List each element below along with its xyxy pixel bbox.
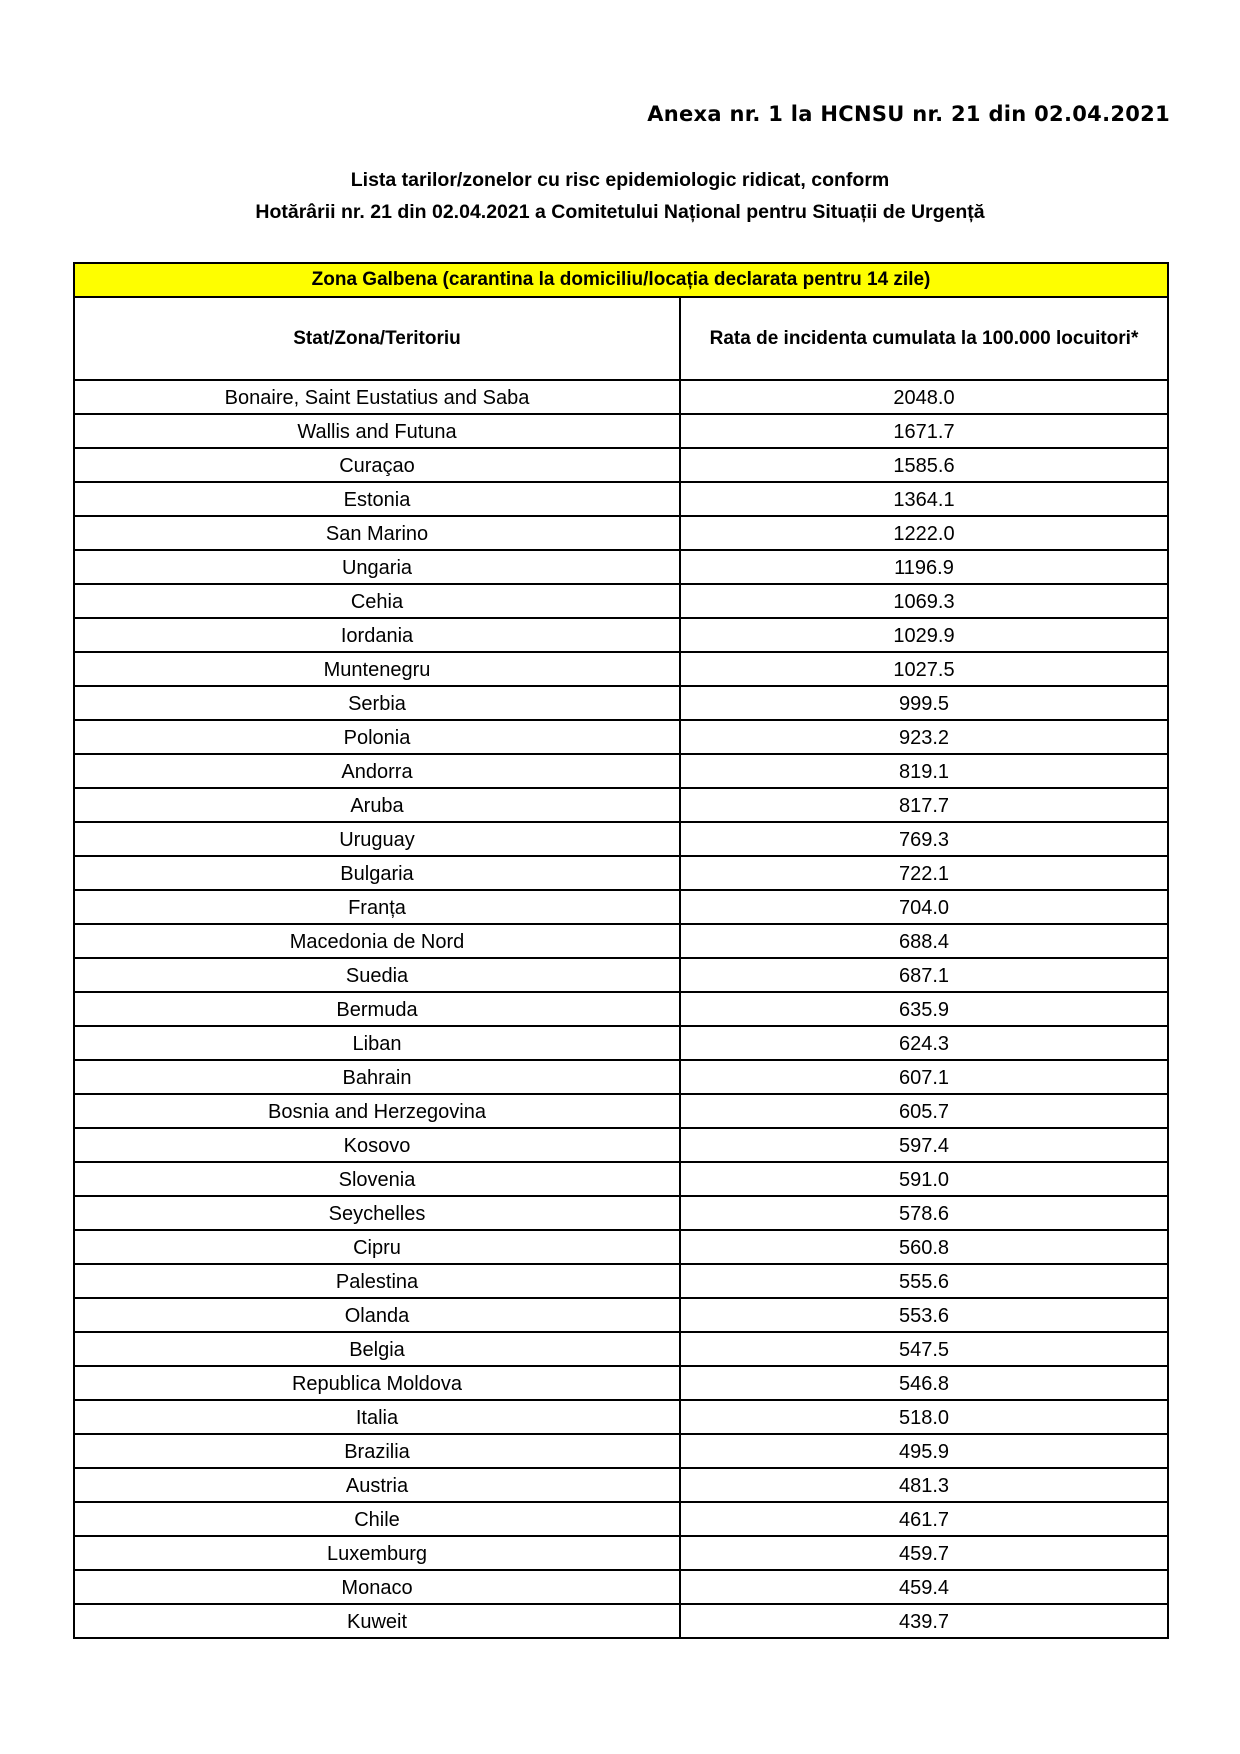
rate-cell: 687.1 bbox=[680, 958, 1168, 992]
table-row bbox=[74, 686, 1168, 720]
country-cell: Belgia bbox=[74, 1332, 680, 1366]
country-cell: Iordania bbox=[74, 618, 680, 652]
table-row bbox=[74, 1128, 1168, 1162]
table-row bbox=[74, 720, 1168, 754]
table-row bbox=[74, 788, 1168, 822]
column-header-row bbox=[74, 297, 1168, 380]
table-row bbox=[74, 1026, 1168, 1060]
rate-cell: 591.0 bbox=[680, 1162, 1168, 1196]
country-cell: Palestina bbox=[74, 1264, 680, 1298]
country-cell: Polonia bbox=[74, 720, 680, 754]
country-cell: Slovenia bbox=[74, 1162, 680, 1196]
rate-cell: 555.6 bbox=[680, 1264, 1168, 1298]
country-cell: Chile bbox=[74, 1502, 680, 1536]
rate-cell: 597.4 bbox=[680, 1128, 1168, 1162]
rate-cell: 819.1 bbox=[680, 754, 1168, 788]
rate-cell: 624.3 bbox=[680, 1026, 1168, 1060]
table-row bbox=[74, 1230, 1168, 1264]
country-cell: Monaco bbox=[74, 1570, 680, 1604]
table-row bbox=[74, 822, 1168, 856]
country-cell: Curaçao bbox=[74, 448, 680, 482]
table-row bbox=[74, 1570, 1168, 1604]
country-cell: Bosnia and Herzegovina bbox=[74, 1094, 680, 1128]
country-cell: Cipru bbox=[74, 1230, 680, 1264]
table-row bbox=[74, 618, 1168, 652]
rate-cell: 439.7 bbox=[680, 1604, 1168, 1638]
table-row bbox=[74, 856, 1168, 890]
country-cell: San Marino bbox=[74, 516, 680, 550]
rate-cell: 578.6 bbox=[680, 1196, 1168, 1230]
table-row bbox=[74, 992, 1168, 1026]
rate-cell: 459.4 bbox=[680, 1570, 1168, 1604]
country-cell: Wallis and Futuna bbox=[74, 414, 680, 448]
rate-cell: 2048.0 bbox=[680, 380, 1168, 414]
table-row bbox=[74, 754, 1168, 788]
country-cell: Bermuda bbox=[74, 992, 680, 1026]
rate-cell: 1585.6 bbox=[680, 448, 1168, 482]
table-row bbox=[74, 1434, 1168, 1468]
table-row bbox=[74, 1060, 1168, 1094]
rate-cell: 459.7 bbox=[680, 1536, 1168, 1570]
rate-cell: 553.6 bbox=[680, 1298, 1168, 1332]
country-cell: Kosovo bbox=[74, 1128, 680, 1162]
table-row bbox=[74, 1094, 1168, 1128]
country-cell: Estonia bbox=[74, 482, 680, 516]
risk-countries-table bbox=[73, 262, 1169, 1639]
column-header-rate: Rata de incidenta cumulata la 100.000 locuitori* bbox=[680, 297, 1168, 380]
country-cell: Liban bbox=[74, 1026, 680, 1060]
table-row bbox=[74, 1366, 1168, 1400]
table-row bbox=[74, 1332, 1168, 1366]
table-row bbox=[74, 1298, 1168, 1332]
table-row bbox=[74, 482, 1168, 516]
table-row bbox=[74, 1196, 1168, 1230]
rate-cell: 1027.5 bbox=[680, 652, 1168, 686]
table-row bbox=[74, 1264, 1168, 1298]
table-row bbox=[74, 1604, 1168, 1638]
title-line-2: Hotărârii nr. 21 din 02.04.2021 a Comitetului Național pentru Situații de Urgență bbox=[255, 201, 985, 223]
rate-cell: 704.0 bbox=[680, 890, 1168, 924]
country-cell: Italia bbox=[74, 1400, 680, 1434]
table-body bbox=[74, 380, 1168, 1638]
country-cell: Uruguay bbox=[74, 822, 680, 856]
country-cell: Kuweit bbox=[74, 1604, 680, 1638]
country-cell: Suedia bbox=[74, 958, 680, 992]
column-header-country: Stat/Zona/Teritoriu bbox=[74, 297, 680, 380]
table-row bbox=[74, 890, 1168, 924]
risk-countries-table-container bbox=[73, 262, 1167, 1639]
country-cell: Austria bbox=[74, 1468, 680, 1502]
country-cell: Franța bbox=[74, 890, 680, 924]
rate-cell: 999.5 bbox=[680, 686, 1168, 720]
rate-cell: 560.8 bbox=[680, 1230, 1168, 1264]
country-cell: Brazilia bbox=[74, 1434, 680, 1468]
rate-cell: 481.3 bbox=[680, 1468, 1168, 1502]
country-cell: Aruba bbox=[74, 788, 680, 822]
table-row bbox=[74, 516, 1168, 550]
rate-cell: 688.4 bbox=[680, 924, 1168, 958]
rate-cell: 635.9 bbox=[680, 992, 1168, 1026]
table-row bbox=[74, 584, 1168, 618]
rate-cell: 1029.9 bbox=[680, 618, 1168, 652]
country-cell: Olanda bbox=[74, 1298, 680, 1332]
document-title bbox=[0, 164, 1240, 228]
table-row bbox=[74, 1400, 1168, 1434]
table-row bbox=[74, 652, 1168, 686]
rate-cell: 722.1 bbox=[680, 856, 1168, 890]
rate-cell: 495.9 bbox=[680, 1434, 1168, 1468]
rate-cell: 923.2 bbox=[680, 720, 1168, 754]
country-cell: Bahrain bbox=[74, 1060, 680, 1094]
table-row bbox=[74, 414, 1168, 448]
table-row bbox=[74, 380, 1168, 414]
table-row bbox=[74, 1502, 1168, 1536]
rate-cell: 769.3 bbox=[680, 822, 1168, 856]
country-cell: Cehia bbox=[74, 584, 680, 618]
zone-label: Zona Galbena (carantina la domiciliu/locația declarata pentru 14 zile) bbox=[74, 263, 1168, 297]
rate-cell: 547.5 bbox=[680, 1332, 1168, 1366]
title-line-1: Lista tarilor/zonelor cu risc epidemiologic ridicat, conform bbox=[350, 169, 890, 191]
table-row bbox=[74, 1162, 1168, 1196]
country-cell: Luxemburg bbox=[74, 1536, 680, 1570]
rate-cell: 1069.3 bbox=[680, 584, 1168, 618]
country-cell: Serbia bbox=[74, 686, 680, 720]
zone-header-row bbox=[74, 263, 1168, 297]
table-row bbox=[74, 1536, 1168, 1570]
rate-cell: 1196.9 bbox=[680, 550, 1168, 584]
country-cell: Andorra bbox=[74, 754, 680, 788]
table-row bbox=[74, 924, 1168, 958]
rate-cell: 546.8 bbox=[680, 1366, 1168, 1400]
country-cell: Muntenegru bbox=[74, 652, 680, 686]
annex-header: Anexa nr. 1 la HCNSU nr. 21 din 02.04.2021 bbox=[647, 102, 1170, 126]
rate-cell: 817.7 bbox=[680, 788, 1168, 822]
country-cell: Ungaria bbox=[74, 550, 680, 584]
table-row bbox=[74, 1468, 1168, 1502]
rate-cell: 1364.1 bbox=[680, 482, 1168, 516]
rate-cell: 605.7 bbox=[680, 1094, 1168, 1128]
table-row bbox=[74, 958, 1168, 992]
country-cell: Republica Moldova bbox=[74, 1366, 680, 1400]
country-cell: Macedonia de Nord bbox=[74, 924, 680, 958]
rate-cell: 461.7 bbox=[680, 1502, 1168, 1536]
country-cell: Bulgaria bbox=[74, 856, 680, 890]
rate-cell: 607.1 bbox=[680, 1060, 1168, 1094]
rate-cell: 1222.0 bbox=[680, 516, 1168, 550]
table-row bbox=[74, 448, 1168, 482]
country-cell: Seychelles bbox=[74, 1196, 680, 1230]
rate-cell: 518.0 bbox=[680, 1400, 1168, 1434]
table-row bbox=[74, 550, 1168, 584]
country-cell: Bonaire, Saint Eustatius and Saba bbox=[74, 380, 680, 414]
rate-cell: 1671.7 bbox=[680, 414, 1168, 448]
